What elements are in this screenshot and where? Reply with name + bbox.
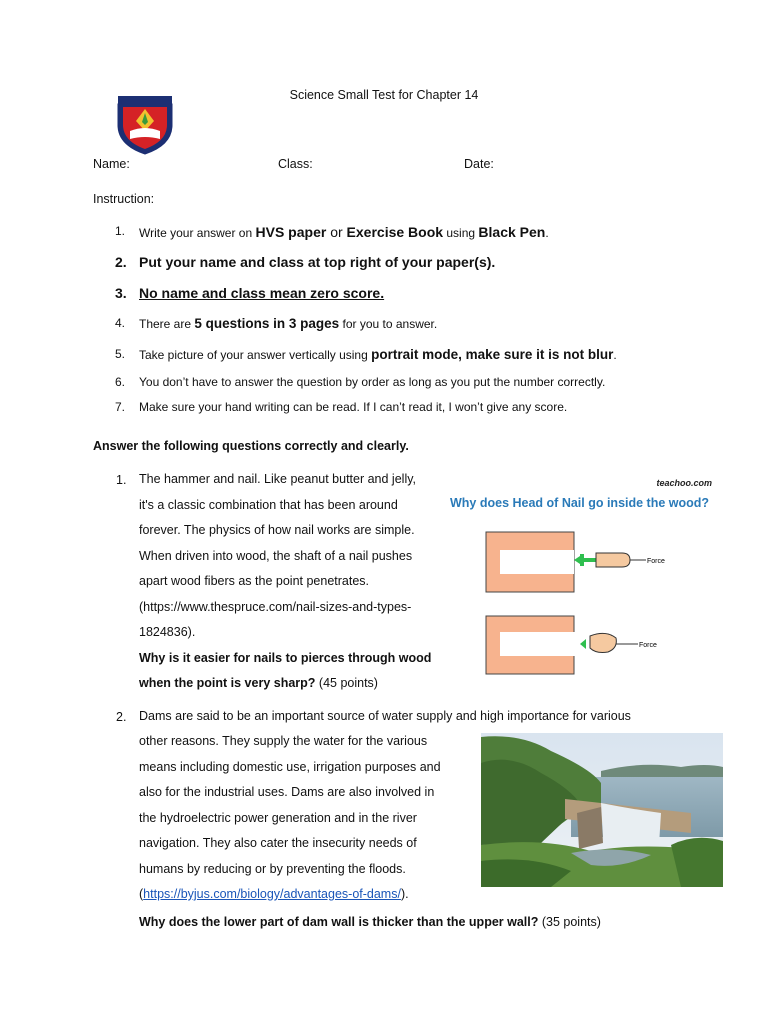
instruction-list [93,224,733,425]
figure-brand: teachoo.com [656,478,712,488]
instruction-label: Instruction: [93,192,155,206]
instruction-item: 7. Make sure your hand writing can be read. If I can’t read it, I won’t give any score. [115,400,568,414]
instruction-item: 1. Write your answer on HVS paper or Exercise Book using Black Pen. [115,224,549,240]
question-2-prompt: Why does the lower part of dam wall is thicker than the upper wall? (35 points) [139,915,601,929]
question-number: 1. [116,473,127,487]
question-1-prompt: Why is it easier for nails to pierces through wood [139,650,432,665]
force-label-2: Force [639,642,657,649]
instruction-item: 4. There are 5 questions in 3 pages for you to answer. [115,316,438,331]
question-1-text: The hammer and nail. Like peanut butter and jelly, it's a classic combination that has been around forever. The physics of how nail works are simple. When driven into wood, the shaft of a nail pushes apart wood fibers as the point penetrates. (https://www.thespruce.com/nail-sizes-and-types- 1824836). Why is it easier for nails to pierces through wood when the point is very sharp? (45 points) [139,472,432,690]
question-2-text: other reasons. They supply the water for the various means including domestic use, irrigation purposes and also for the industrial uses. Dams are also involved in the hydroelectric power generation and in the river navigation. They also cater the insecurity needs of humans by reducing or by preventing the floods. (https://byjus.com/biology/advantages-of-dams/). [139,734,441,901]
question-number: 2. [116,710,127,724]
instruction-item: 2. Put your name and class at top right of your paper(s). [115,254,496,270]
figure-title: Why does Head of Nail go inside the wood? [450,496,710,510]
date-field-label: Date: [464,157,494,171]
instruction-item: 5. Take picture of your answer vertically using portrait mode, make sure it is not blur. [115,347,617,362]
instruction-item: 3. No name and class mean zero score. [115,285,385,301]
question-2-first-line: Dams are said to be an important source of water supply and high importance for various [139,709,631,723]
page-title: Science Small Test for Chapter 14 [289,88,479,102]
nail-diagram [446,520,718,680]
dam-photo [481,733,723,887]
source-link[interactable]: https://byjus.com/biology/advantages-of-dams/ [143,887,401,901]
school-crest-logo [112,95,178,155]
name-field-label: Name: [93,157,130,171]
force-label-1: Force [647,558,665,565]
nail-figure [446,472,718,684]
answer-heading: Answer the following questions correctly and clearly. [93,439,409,453]
class-field-label: Class: [278,157,313,171]
instruction-item: 6. You don’t have to answer the question by order as long as you put the number correctly. [115,375,606,389]
